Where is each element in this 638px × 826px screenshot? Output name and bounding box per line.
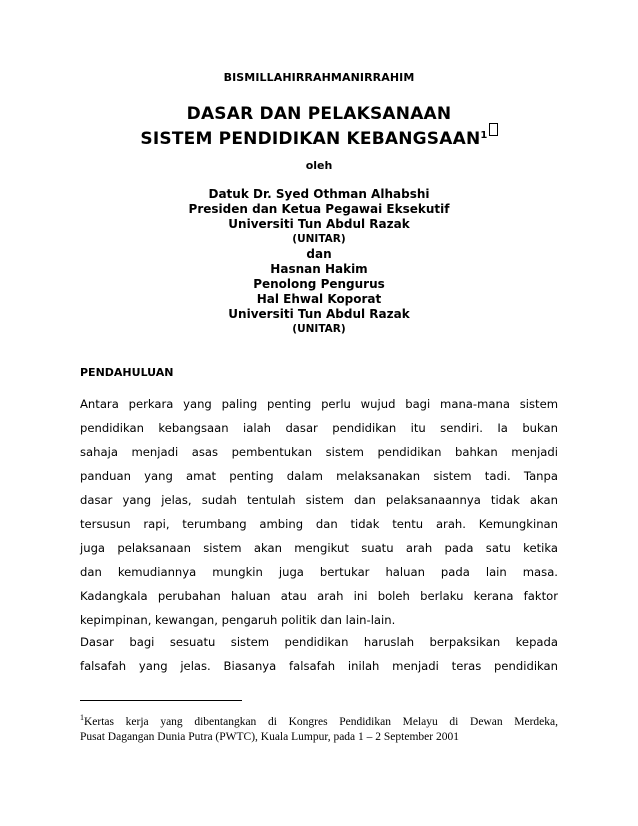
footnote-mark: 1	[80, 713, 84, 722]
paragraph-line: Dasar bagi sesuatu sistem pendidikan haruslah berpaksikan kepada	[80, 635, 558, 649]
section-heading: PENDAHULUAN	[80, 366, 174, 379]
author-institution-abbr-1: (UNITAR)	[292, 233, 346, 245]
author-institution-2: Universiti Tun Abdul Razak	[228, 307, 410, 321]
opening-invocation: BISMILLAHIRRAHMANIRRAHIM	[223, 71, 415, 84]
author-institution-abbr-2: (UNITAR)	[292, 323, 346, 335]
paragraph-line: juga pelaksanaan sistem akan mengikut suatu arah pada satu ketika	[80, 541, 558, 555]
author-department-2: Hal Ehwal Koporat	[256, 292, 382, 306]
footnote	[80, 710, 558, 745]
footnote-text-1: Kertas kerja yang dibentangkan di Kongres Pendidikan Melayu di Dewan Merdeka,	[84, 715, 558, 728]
paragraph-line: Kadangkala perubahan haluan atau arah ini boleh berlaku kerana faktor	[80, 589, 558, 603]
title-line-2-text: SISTEM PENDIDIKAN KEBANGSAAN	[140, 129, 481, 149]
by-label: oleh	[305, 159, 333, 172]
author-title-1: Presiden dan Ketua Pegawai Eksekutif	[188, 202, 450, 216]
author-conjunction: dan	[306, 247, 332, 261]
title-footnote-mark: 1	[480, 130, 488, 142]
author-title-2: Penolong Pengurus	[253, 277, 385, 291]
author-name-1: Datuk Dr. Syed Othman Alhabshi	[208, 187, 430, 201]
paragraph-line: dan kemudiannya mungkin juga bertukar haluan pada lain masa.	[80, 565, 558, 579]
paragraph-line: sahaja menjadi asas pembentukan sistem pendidikan bahkan menjadi	[80, 445, 558, 459]
footnote-separator	[80, 700, 242, 701]
paragraph-line: panduan yang amat penting dalam melaksanakan sistem tadi. Tanpa	[80, 469, 558, 483]
author-institution-1: Universiti Tun Abdul Razak	[228, 217, 410, 231]
footnote-line-1	[80, 710, 558, 730]
footnote-line-2: Pusat Dagangan Dunia Putra (PWTC), Kuala Lumpur, pada 1 – 2 September 2001	[80, 730, 459, 743]
author-name-2: Hasnan Hakim	[270, 262, 368, 276]
title-line-2	[0, 123, 638, 149]
paragraph-line: Antara perkara yang paling penting perlu wujud bagi mana-mana sistem	[80, 397, 558, 411]
paragraph-line: tersusun rapi, terumbang ambing dan tidak tentu arah. Kemungkinan	[80, 517, 558, 531]
paragraph-line: pendidikan kebangsaan ialah dasar pendidikan itu sendiri. Ia bukan	[80, 421, 558, 435]
paragraph-line: kepimpinan, kewangan, pengaruh politik dan lain-lain.	[80, 613, 396, 627]
paragraph-line: dasar yang jelas, sudah tentulah sistem dan pelaksanaannya tidak akan	[80, 493, 558, 507]
paragraph-line: falsafah yang jelas. Biasanya falsafah inilah menjadi teras pendidikan	[80, 659, 558, 673]
paragraph-2	[80, 630, 558, 678]
footnote-box-icon	[489, 123, 498, 136]
paragraph-1	[80, 392, 558, 632]
title-line-1: DASAR DAN PELAKSANAAN	[186, 104, 452, 124]
